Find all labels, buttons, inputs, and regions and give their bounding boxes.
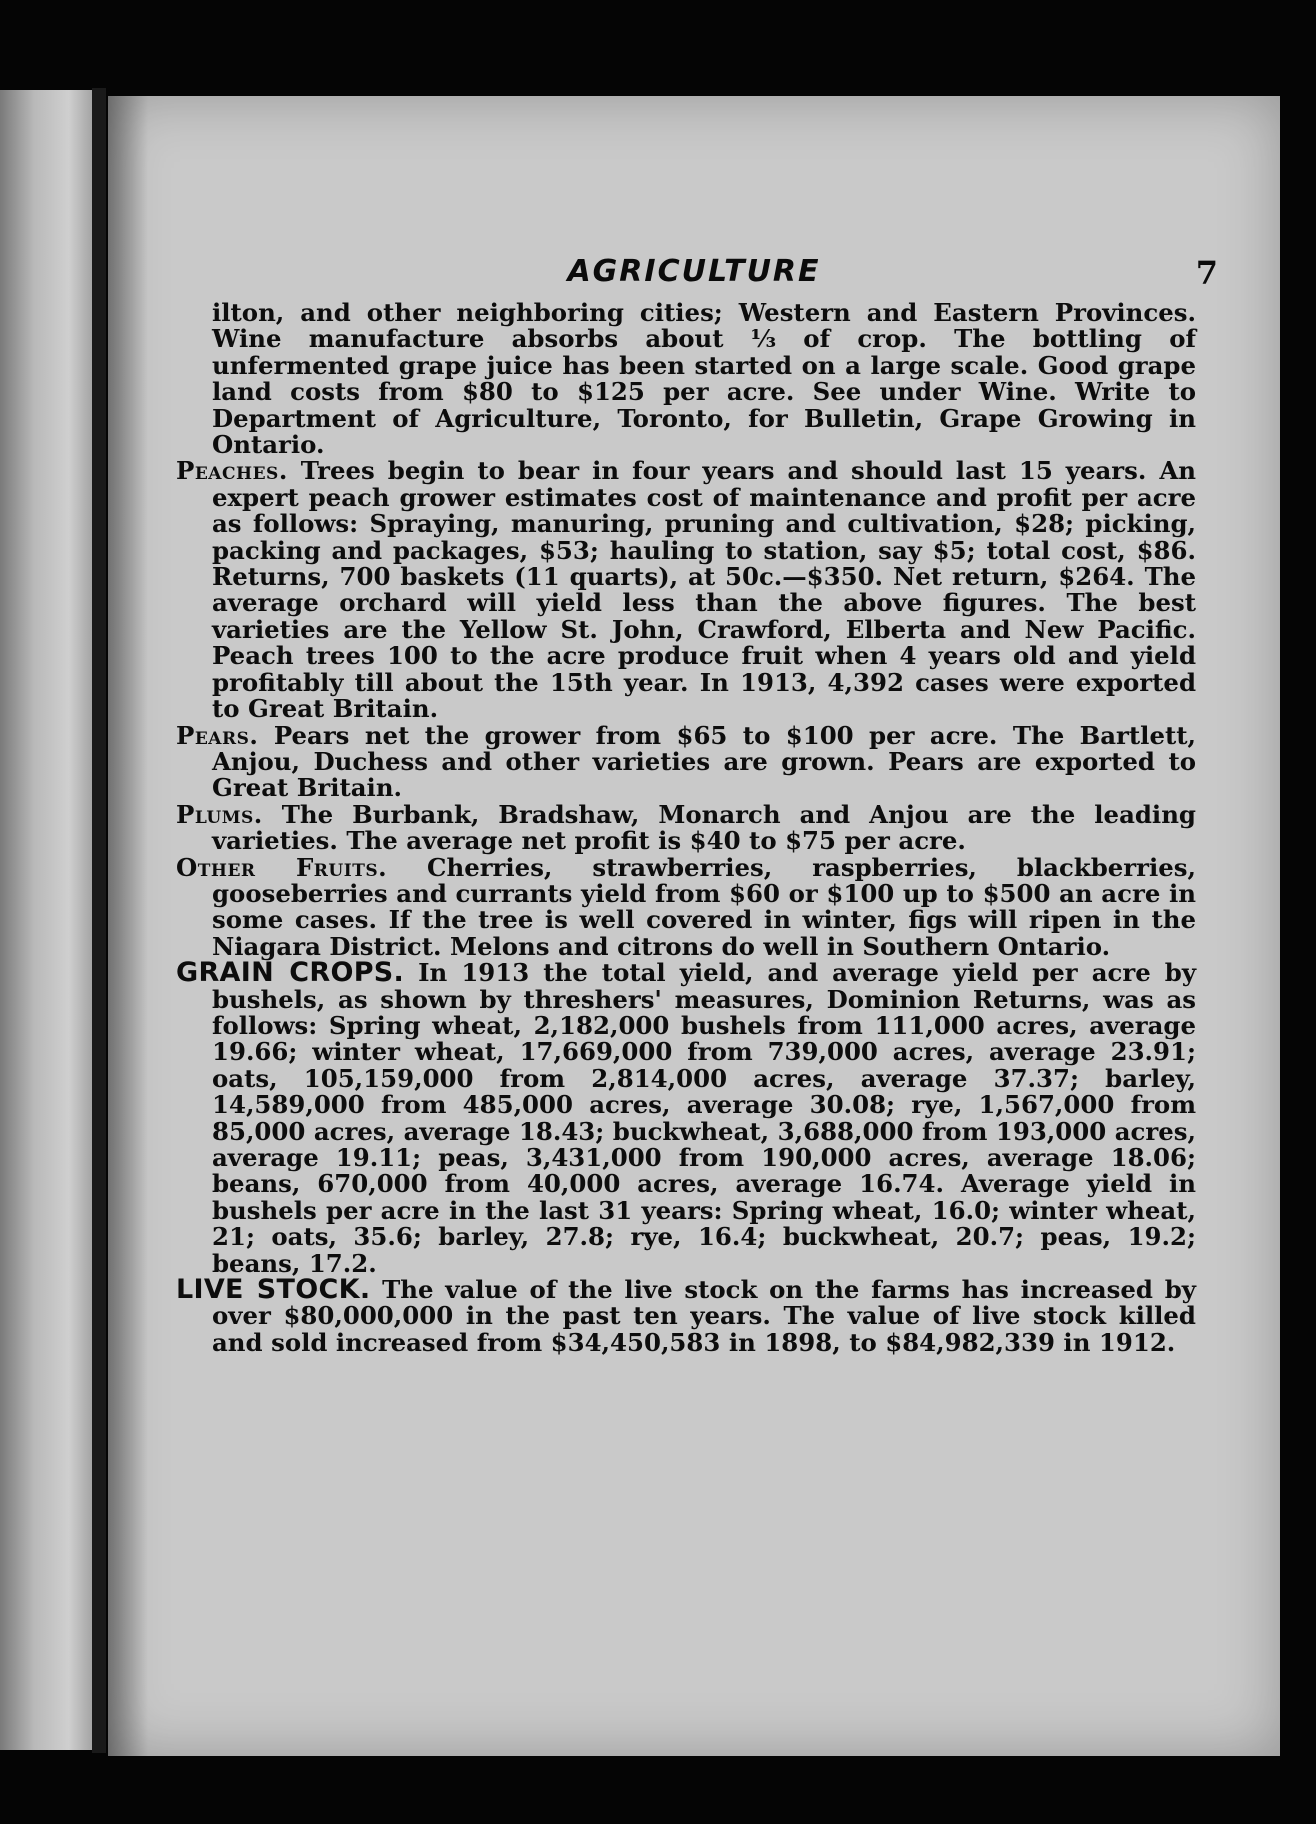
paragraph-heading: Pears. <box>176 720 259 750</box>
page-number: 7 <box>1195 254 1218 292</box>
facing-page-edge <box>0 90 98 1750</box>
book-page <box>108 96 1280 1756</box>
paragraph-heading: Other Fruits. <box>176 852 388 882</box>
paragraph-text: The Burbank, Bradshaw, Monarch and Anjou are the leading varieties. The average net profit is $40 to $75 per acre. <box>212 799 1196 856</box>
section-heading: LIVE STOCK. <box>176 1274 371 1306</box>
page-body <box>176 300 1196 1356</box>
page-header <box>108 254 1280 300</box>
paragraph-text: Trees begin to bear in four years and should last 15 years. An expert peach grower estimates cost of maintenance and profit per acre as follows: Spraying, manuring, pruning and cultivation, $28; picking, packing and packages, $53; hauling to station, say $5; total cost, $86. Returns, 700 baskets (11 quarts), at 50c.—$350. Net return, $264. The average orchard will yield less than the above figures. The best varieties are the Yellow St. John, Crawford, Elberta and New Pacific. Peach trees 100 to the acre produce fruit when 4 years old and yield profitably till about the 15th year. In 1913, 4,392 cases were exported to Great Britain. <box>212 456 1196 724</box>
paragraph-text: Pears net the grower from $65 to $100 per acre. The Bartlett, Anjou, Duchess and other varieties are grown. Pears are exported to Great Britain. <box>212 720 1196 803</box>
paragraph-text: The value of the live stock on the farms has increased by over $80,000,000 in the past ten years. The value of live stock killed and sold increased from $34,450,583 in 1898, to $84,982,339 in 1912. <box>212 1275 1196 1357</box>
page-binding-shade <box>108 96 148 1756</box>
paragraph-grain-crops <box>176 957 1196 1278</box>
paragraph-plums <box>176 799 1196 856</box>
paragraph-grape-continued: ilton, and other neighboring cities; Western and Eastern Provinces. Wine manufacture absorbs about ⅓ of crop. The bottling of unfermented grape juice has been started on a large scale. Good grape land costs from $80 to $125 per acre. See under Wine. Write to Department of Agriculture, Toronto, for Bulletin, Grape Growing in Ontario. <box>212 298 1196 460</box>
paragraph-pears <box>176 720 1196 803</box>
section-heading: GRAIN CROPS. <box>176 957 405 989</box>
paragraph-text: Cherries, strawberries, raspberries, blackberries, gooseberries and currants yield from $60 or $100 up to $500 an acre in some cases. If the tree is well covered in winter, figs will ripen in the Niagara District. Melons and citrons do well in Southern Ontario. <box>212 852 1196 961</box>
running-head: AGRICULTURE <box>567 254 821 289</box>
paragraph-peaches <box>176 458 1196 722</box>
paragraph-heading: Plums. <box>176 799 263 829</box>
paragraph-text: In 1913 the total yield, and average yield per acre by bushels, as shown by threshers' measures, Dominion Returns, was as follows: Spring wheat, 2,182,000 bushels from 111,000 acres, average 19.66; winter wheat, 17,669,000 from 739,000 acres, average 23.91; oats, 105,159,000 from 2,814,000 acres, average 37.37; barley, 14,589,000 from 485,000 acres, average 30.08; rye, 1,567,000 from 85,000 acres, average 18.43; buckwheat, 3,688,000 from 193,000 acres, average 19.11; peas, 3,431,000 from 190,000 acres, average 18.06; beans, 670,000 from 40,000 acres, average 16.74. Average yield in bushels per acre in the last 31 years: Spring wheat, 16.0; winter wheat, 21; oats, 35.6; barley, 27.8; rye, 16.4; buckwheat, 20.7; peas, 19.2; beans, 17.2. <box>212 958 1196 1278</box>
paragraph-live-stock <box>176 1274 1196 1357</box>
paragraph-heading: Peaches. <box>176 456 288 486</box>
paragraph-other-fruits <box>176 852 1196 961</box>
gutter-shadow <box>92 88 106 1753</box>
